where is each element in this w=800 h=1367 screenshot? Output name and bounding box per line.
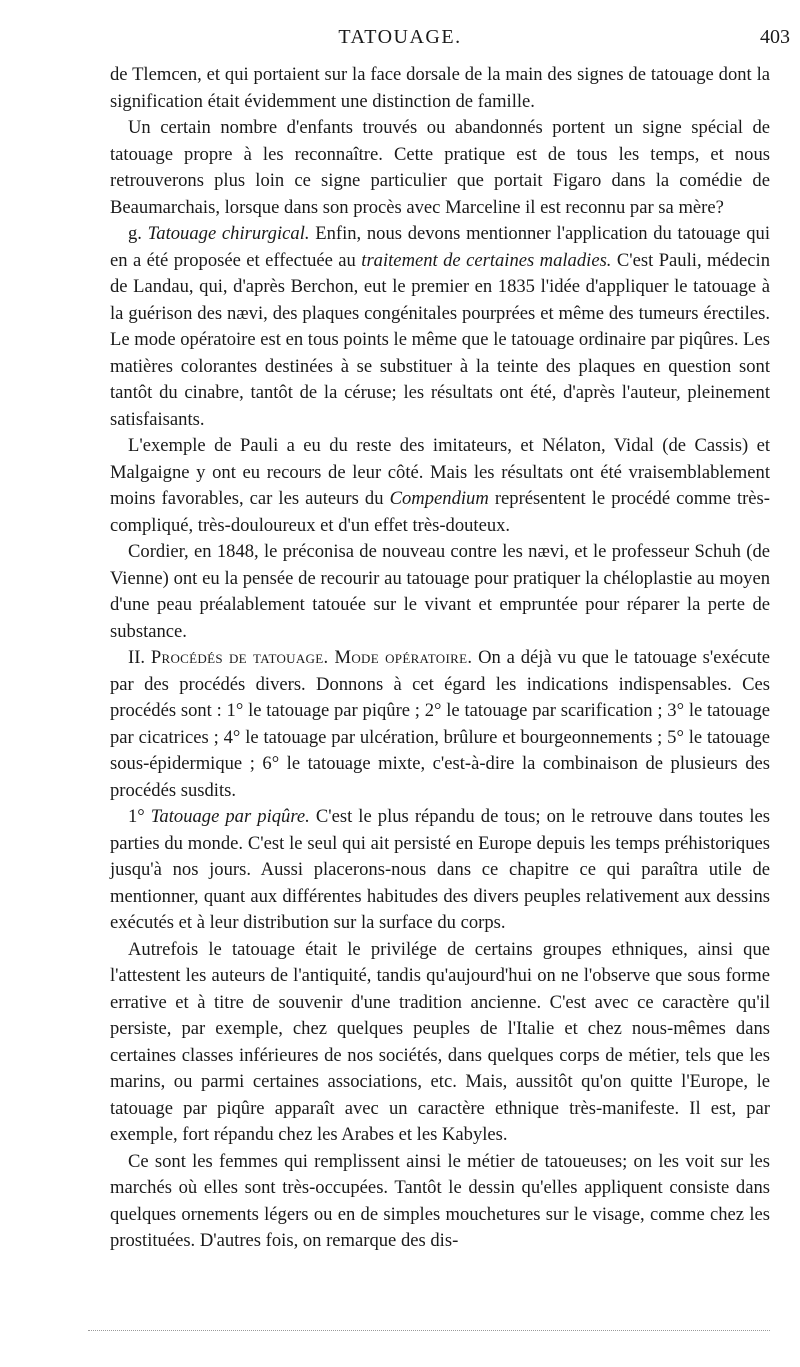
paragraph-autrefois: Autrefois le tatouage était le privilége de certains groupes ethniques, ainsi que l'attestent les auteurs de l'antiquité, tandis qu'aujourd'hui on ne l'observe que sous forme errative et à titre de souvenir d'une tradition ancienne. C'est avec ce caractère qu'il persiste, par exemple, chez quelques peuples de l'Italie et chez nous-mêmes dans certaines classes inférieures de nos sociétés, dans quelques corps de métier, tels que les marins, ou parmi certaines associations, etc. Mais, aussitôt qu'on quitte l'Europe, le tatouage par piqûre apparaît avec un caractère ethnique très-manifeste. Il est, par exemple, fort répandu chez les Arabes et les Kabyles.	[110, 938, 770, 1145]
emphasis: Compendium	[389, 488, 489, 509]
emphasis: traitement de certaines maladies.	[361, 249, 612, 271]
paragraph-pauli-imitateurs: L'exemple de Pauli a eu du reste des imitateurs, et Nélaton, Vidal (de Cassis) et Malgaigne y ont eu recours de leur côté. Mais les résultats ont été vraisemblablement moins favorables, car les auteurs du Compendium représentent le procédé comme très-compliqué, très-douloureux et d'un effet très-douteux.	[110, 435, 770, 536]
section-heading: Tatouage chirurgical.	[147, 223, 310, 244]
paragraph-procedes: II. Procédés de tatouage. Mode opératoire. On a déjà vu que le tatouage s'exécute par des procédés divers. Donnons à cet égard les indications indispensables. Ces procédés sont : 1° le tatouage par piqûre ; 2° le tatouage par scarification ; 3° le tatouage par cicatrices ; 4° le tatouage par ulcération, brûlure et bourgeonnements ; 5° le tatouage sous-épidermique ; 6° le tatouage mixte, c'est-à-dire la combinaison de plusieurs des procédés susdits.	[110, 647, 771, 801]
section-heading: Tatouage par piqûre.	[150, 806, 310, 827]
section-heading: Procédés de tatouage. Mode opératoire.	[150, 647, 473, 668]
paragraph-femmes-tatoueuses: Ce sont les femmes qui remplissent ainsi le métier de tatoueuses; on les voit sur les marchés où elles sont très-occupées. Tantôt le dessin qu'elles appliquent consiste dans quelques ornements légers ou en de simples mouchetures sur le visage, comme chez les prostituées. D'autres fois, on remarque des dis-	[110, 1150, 770, 1251]
paragraph-continuation: de Tlemcen, et qui portaient sur la face dorsale de la main des signes de tatouage dont la signification était évidemment une distinction de famille.	[110, 64, 770, 112]
paragraph-tatouage-chirurgical: g. Tatouage chirurgical. Enfin, nous devons mentionner l'application du tatouage qui en a été proposée et effectuée au traitement de certaines maladies. C'est Pauli, médecin de Landau, qui, d'après Berchon, eut le premier en 1835 l'idée d'appliquer le tatouage à la guérison des nævi, des plaques congénitales pourprées et même des tumeurs érectiles. Le mode opératoire est en tous points le même que le tatouage ordinaire par piqûres. Les matières colorantes destinées à se substituer à la teinte des plaques en question sont tantôt du cinabre, tantôt de la céruse; les résultats ont été, d'après l'auteur, pleinement satisfaisants.	[110, 223, 770, 430]
running-header	[0, 24, 800, 54]
footer-rule	[88, 1330, 770, 1331]
paragraph-tatouage-par-piqure: 1° Tatouage par piqûre. C'est le plus répandu de tous; on le retrouve dans toutes les parties du monde. C'est le seul qui ait persisté en Europe depuis les temps préhistoriques jusqu'à nos jours. Aussi placerons-nous dans ce chapitre ce qui paraîtra utile de mentionner, quant aux différentes habitudes des divers peuples relativement aux dessins exécutés et à leur distribution sur la surface du corps.	[110, 806, 770, 933]
page-number: 403	[760, 26, 790, 48]
paragraph-enfants-trouves: Un certain nombre d'enfants trouvés ou abandonnés portent un signe spécial de tatouage propre à les reconnaître. Cette pratique est de tous les temps, et nous retrouverons plus loin ce signe particulier que portait Figaro dans la comédie de Beaumarchais, lorsque dans son procès avec Marceline il est reconnu par sa mère?	[110, 117, 770, 218]
running-title: TATOUAGE.	[338, 26, 462, 48]
body-text	[110, 62, 770, 1255]
paragraph-cordier: Cordier, en 1848, le préconisa de nouveau contre les nævi, et le professeur Schuh (de Vienne) ont eu la pensée de recourir au tatouage pour pratiquer la chéloplastie au moyen d'une peau préalablement tatouée sur le vivant et empruntée pour réparer la perte de substance.	[110, 541, 770, 642]
